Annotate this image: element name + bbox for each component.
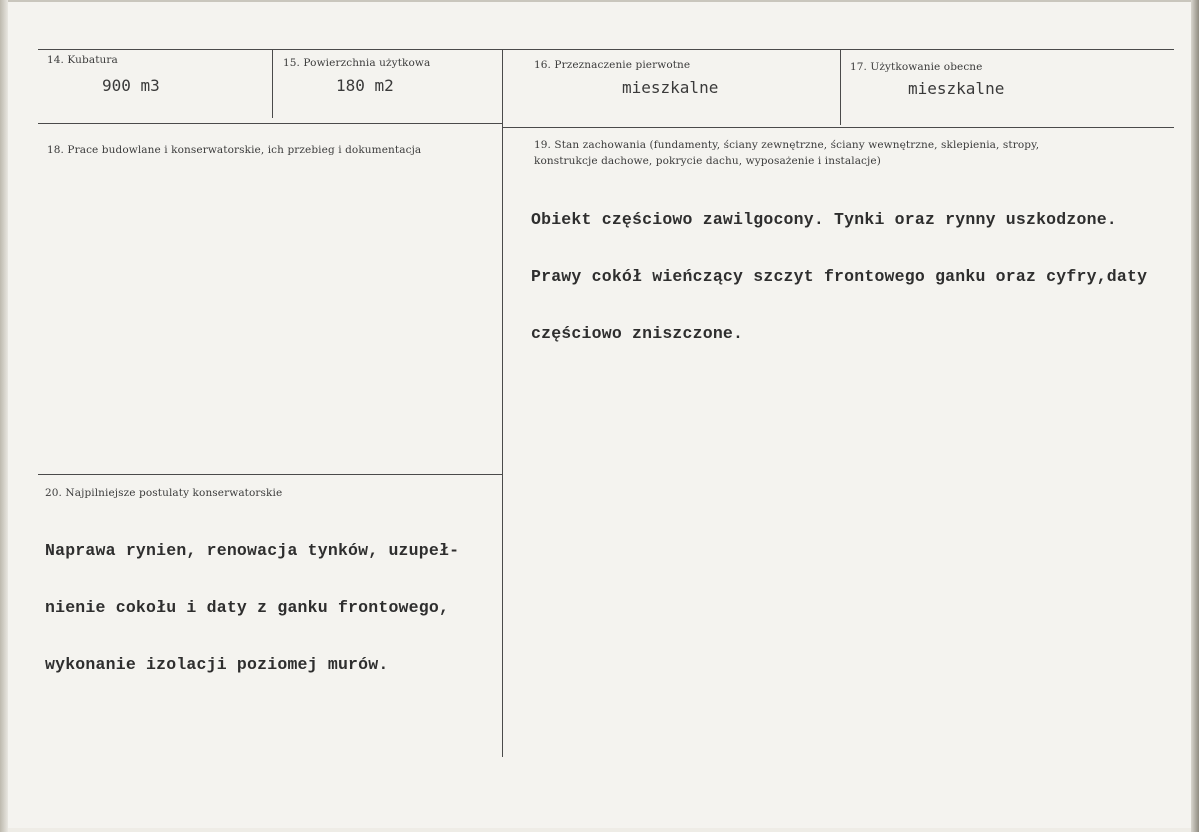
- divider-14-15: [272, 49, 273, 118]
- stan-label: 19. Stan zachowania (fundamenty, ściany zewnętrzne, ściany wewnętrzne, sklepienia, stropy, konstrukcje dachowe, pokrycie dachu, wyposażenie i instalacje): [534, 139, 1040, 167]
- przeznaczenie-label: 16. Przeznaczenie pierwotne: [534, 59, 691, 71]
- stan-line-3: częściowo zniszczone.: [531, 324, 744, 343]
- przeznaczenie-value: mieszkalne: [622, 78, 719, 97]
- paper-left-edge: [0, 0, 8, 832]
- kubatura-label: 14. Kubatura: [47, 54, 118, 66]
- postulaty-line-1: Naprawa rynien, renowacja tynków, uzupeł-: [45, 541, 460, 560]
- prace-label: 18. Prace budowlane i konserwatorskie, ich przebieg i dokumentacja: [47, 144, 422, 156]
- paper-right-edge: [1191, 0, 1199, 832]
- powierzchnia-value: 180 m2: [336, 76, 394, 95]
- powierzchnia-label: 15. Powierzchnia użytkowa: [283, 57, 431, 69]
- postulaty-line-3: wykonanie izolacji poziomej murów.: [45, 655, 389, 674]
- row3-top-rule: [38, 474, 502, 475]
- main-column-divider: [502, 49, 503, 757]
- record-card: [8, 2, 1191, 828]
- kubatura-value: 900 m3: [102, 76, 160, 95]
- row1-bottom-rule-left: [38, 123, 503, 124]
- postulaty-label: 20. Najpilniejsze postulaty konserwatorskie: [45, 487, 283, 499]
- uzytkowanie-value: mieszkalne: [908, 79, 1005, 98]
- top-rule: [38, 49, 1174, 50]
- row1-bottom-rule-right: [503, 127, 1174, 128]
- stan-line-2: Prawy cokół wieńczący szczyt frontowego ganku oraz cyfry,daty: [531, 267, 1148, 286]
- divider-16-17: [840, 49, 841, 125]
- stan-line-1: Obiekt częściowo zawilgocony. Tynki oraz rynny uszkodzone.: [531, 210, 1117, 229]
- postulaty-text: [45, 503, 459, 693]
- uzytkowanie-label: 17. Użytkowanie obecne: [850, 61, 983, 73]
- stan-text: [531, 172, 1147, 362]
- postulaty-line-2: nienie cokołu i daty z ganku frontowego,: [45, 598, 450, 617]
